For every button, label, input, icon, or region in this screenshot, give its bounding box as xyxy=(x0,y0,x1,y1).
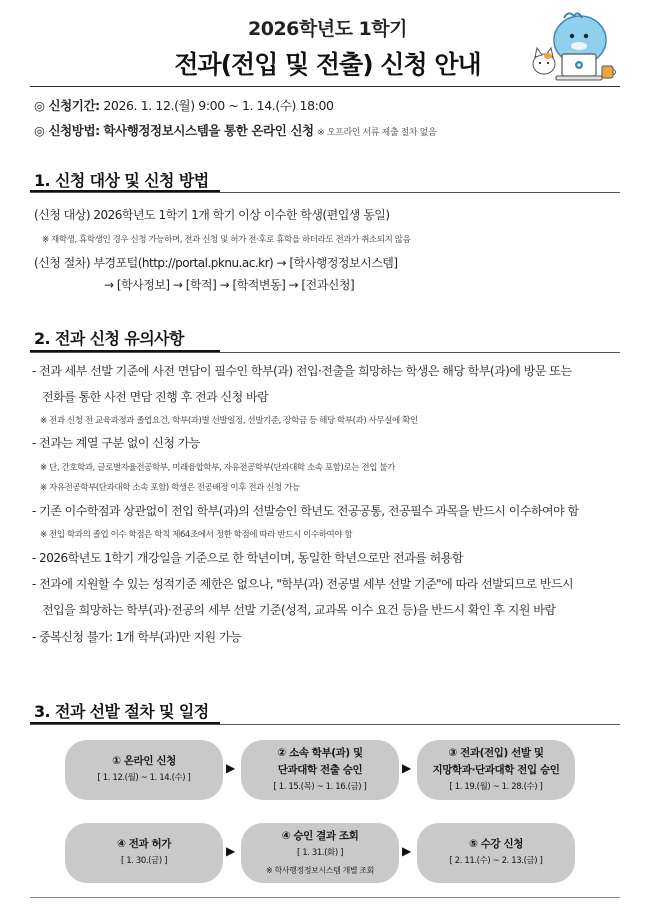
section3-title: 3. 전과 선발 절차 및 일정 xyxy=(34,702,209,721)
step-date: [ 2. 11.(수) ~ 2. 13.(금) ] xyxy=(449,856,543,866)
step-label: ④ 전과 허가 xyxy=(117,838,171,850)
step-date: [ 1. 12.(월) ~ 1. 14.(수) ] xyxy=(97,773,191,783)
period-value: 2026. 1. 12.(월) 9:00 ~ 1. 14.(수) 18:00 xyxy=(103,98,334,113)
section2-item4: - 2026학년도 1학기 개강일을 기준으로 한 학년이며, 동일한 학년으로만 전과를 허용함 xyxy=(32,551,463,565)
method-value: 학사행정정보시스템을 통한 온라인 신청 xyxy=(103,123,314,138)
step-arrow-icon: ▶ xyxy=(226,761,236,775)
section2-item2-note2: ※ 자유전공학부(단과대학 소속 포함) 학생은 전공배정 이후 전과 신청 가능 xyxy=(40,483,300,493)
step-date: [ 1. 15.(목) ~ 1. 16.(금) ] xyxy=(273,781,367,792)
section2-item3: - 기존 이수학점과 상관없이 전입 학부(과)의 선발승인 학년도 전공공통, 전공필수 과목을 반드시 이수하여야 함 xyxy=(32,504,579,518)
method-note: ※ 오프라인 서류 제출 절차 없음 xyxy=(317,128,437,138)
footer-divider xyxy=(30,897,620,898)
section1-title: 1. 신청 대상 및 신청 방법 xyxy=(34,171,209,190)
header-divider xyxy=(30,86,620,87)
section1-target: (신청 대상) 2026학년도 1학기 1개 학기 이상 이수한 학생(편입생 동일) xyxy=(34,208,390,222)
section2-item1-line2: 전화를 통한 사전 면담 진행 후 전과 신청 바람 xyxy=(42,390,269,404)
step-label: ② 소속 학부(과) 및 xyxy=(277,746,363,759)
application-method xyxy=(34,121,436,139)
period-label: ◎ 신청기간: xyxy=(34,98,100,113)
mascot-laptop-icon xyxy=(528,10,620,90)
section2-item2: - 전과는 계열 구분 없이 신청 가능 xyxy=(32,436,200,450)
section1-target-note: ※ 재학생, 휴학생인 경우 신청 가능하며, 전과 신청 및 허가 전·후로 휴학을 하더라도 전과가 취소되지 않음 xyxy=(42,235,411,245)
section2-item3-note: ※ 전입 학과의 졸업 이수 학점은 학칙 제64조에서 정한 학점에 따라 반드시 이수하여야 함 xyxy=(40,530,353,540)
section1-procedure-1: (신청 절차) 부경포털(http://portal.pknu.ac.kr) → [학사행정정보시스템] xyxy=(34,256,398,270)
step-arrow-icon: ▶ xyxy=(402,844,412,858)
section2-item6: - 중복신청 불가: 1개 학부(과)만 지원 가능 xyxy=(32,630,242,644)
page-title-term: 2026학년도 1학기 xyxy=(248,18,407,40)
section2-item5-line2: 전입을 희망하는 학부(과)·전공의 세부 선발 기준(성적, 교과목 이수 요건 등)을 반드시 확인 후 지원 바람 xyxy=(42,603,556,617)
step-transfer-permission xyxy=(65,823,223,883)
method-label: ◎ 신청방법: xyxy=(34,123,100,138)
section2-item5-line1: - 전과에 지원할 수 있는 성적기준 제한은 없으나, "학부(과) 전공별 세부 선발 기준"에 따라 선발되므로 반드시 xyxy=(32,577,574,591)
step-label-line2: 단과대학 전출 승인 xyxy=(277,763,363,776)
step-label: ① 온라인 신청 xyxy=(112,755,176,767)
step-transfer-out-approval xyxy=(241,740,399,800)
section2-item1-note: ※ 전과 신청 전 교육과정과 졸업요건, 학부(과)별 선발일정, 선발기준, 장학금 등 해당 학부(과) 사무실에 확인 xyxy=(40,416,418,426)
step-arrow-icon: ▶ xyxy=(226,844,236,858)
step-date: [ 1. 19.(월) ~ 1. 28.(수) ] xyxy=(449,781,543,792)
section1-rule xyxy=(30,190,620,193)
step-course-registration xyxy=(417,823,575,883)
step-transfer-in-selection xyxy=(417,740,575,800)
section2-rule xyxy=(30,350,620,353)
step-label: ③ 전과(전입) 선발 및 xyxy=(448,746,544,759)
step-note: ※ 학사행정정보시스템 개별 조회 xyxy=(266,865,374,875)
section1-procedure-2: → [학사정보] → [학적] → [학적변동] → [전과신청] xyxy=(104,278,355,292)
step-label-line2: 지망학과·단과대학 전입 승인 xyxy=(432,763,560,776)
section3-rule xyxy=(30,722,620,725)
step-result-check xyxy=(241,823,399,883)
page-title: 전과(전입 및 전출) 신청 안내 xyxy=(174,50,481,79)
step-date: [ 1. 30.(금) ] xyxy=(120,856,167,866)
step-label: ④ 승인 결과 조회 xyxy=(281,829,359,842)
application-period xyxy=(34,96,334,114)
section2-title: 2. 전과 신청 유의사항 xyxy=(34,329,184,348)
section2-item1-line1: - 전과 세부 선발 기준에 사전 면담이 필수인 학부(과) 전입·전출을 희망하는 학생은 해당 학부(과)에 방문 또는 xyxy=(32,364,572,378)
section2-item2-note1: ※ 단, 간호학과, 글로벌자율전공학부, 미래융합학부, 자유전공학부(단과대학 소속 포함)로는 전입 불가 xyxy=(40,463,395,473)
step-date: [ 1. 31.(화) ] xyxy=(296,847,343,858)
step-label: ⑤ 수강 신청 xyxy=(469,838,523,850)
step-arrow-icon: ▶ xyxy=(402,761,412,775)
step-online-application xyxy=(65,740,223,800)
